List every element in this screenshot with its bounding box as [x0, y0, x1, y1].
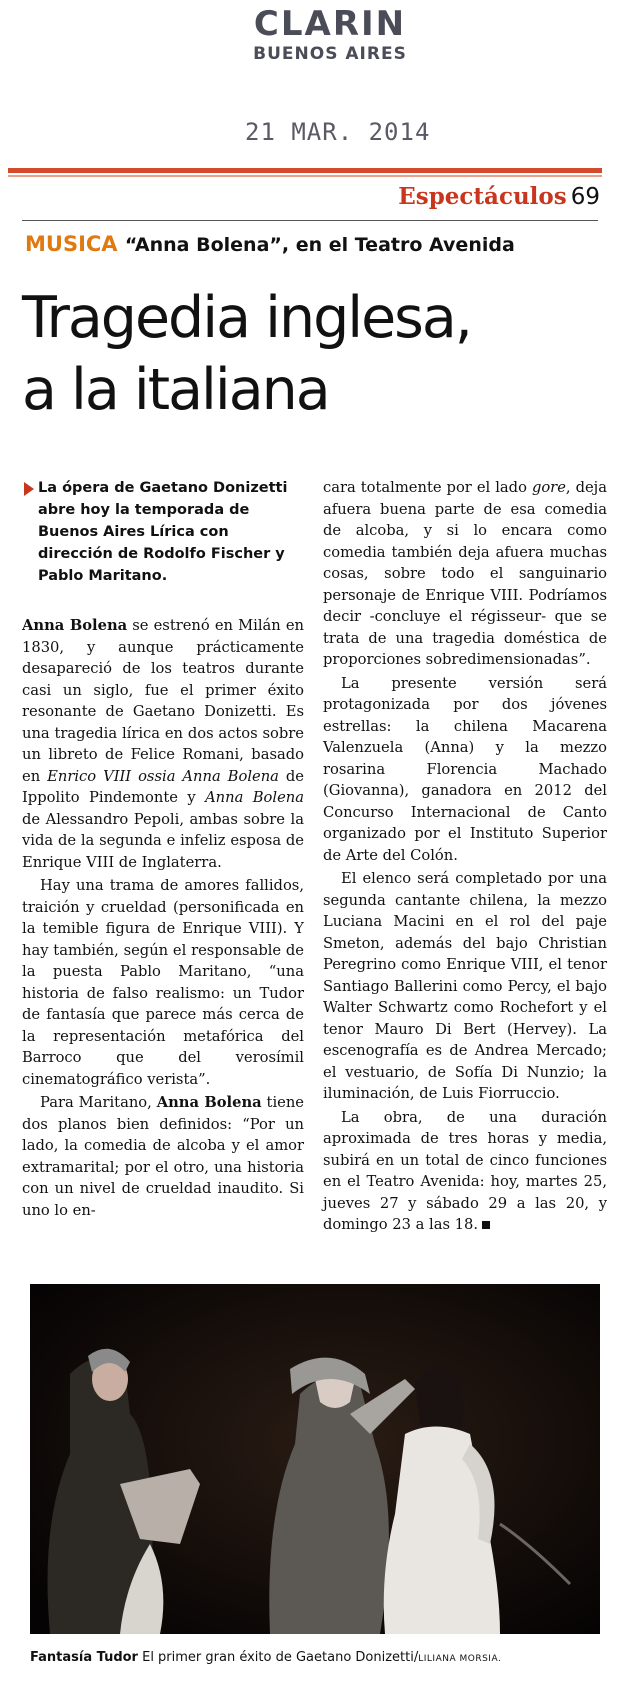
inline-bold: Anna Bolena [156, 1094, 262, 1111]
caption-text: El primer gran éxito de Gaetano Donizetti/ [137, 1650, 419, 1665]
stage-photo-illustration [30, 1284, 600, 1634]
text-run: cara totalmente por el lado [323, 479, 532, 496]
section-header [398, 183, 600, 210]
kicker-tag: MUSICA [25, 232, 118, 256]
top-rule [8, 168, 602, 173]
text-run: , deja afuera buena parte de esa comedia de alcoba, y si lo encara como comedia también deja afuera muchas cosas, sobre todo el sanguinario personaje de Enrique VIII. Podríamos decir -concluye el régisseur- que se trata de una tragedia doméstica de proporciones sobredimensionadas”. [323, 479, 607, 668]
section-name: Espectáculos [398, 183, 567, 210]
headline-line-2: a la italiana [22, 357, 329, 423]
text-run: La obra, de una duración aproximada de tres horas y media, subirá en un total de cinco funciones en el Teatro Avenida: hoy, martes 25, jueves 27 y sábado 29 a las 20, y domingo 23 a las 18. [323, 1108, 607, 1233]
inline-italic: gore [531, 479, 566, 496]
inline-bold: Anna Bolena [22, 617, 128, 634]
kicker [25, 232, 515, 256]
page-number: 69 [570, 184, 600, 210]
text-run: se estrenó en Milán en 1830, y aunque prácticamente desapareció de los teatros durante casi un siglo, fue el primer éxito resonante de Gaetano Donizetti. Es una tragedia lírica en dos actos sobre un libreto de Felice Romani, basado en [22, 617, 304, 785]
text-run: Para Maritano, [40, 1094, 157, 1111]
stage-photo [30, 1284, 600, 1634]
paragraph [22, 615, 304, 873]
section-divider [22, 220, 598, 221]
photo-caption [30, 1650, 501, 1665]
stamp-date: 21 MAR. 2014 [245, 118, 431, 146]
end-mark-icon [482, 1221, 490, 1229]
lede-arrow-icon [24, 482, 34, 496]
stamp-newspaper-name: CLARIN [253, 4, 407, 44]
paragraph: El elenco será completado por una segunda cantante chilena, la mezzo Luciana Macini en el rol del paje Smeton, además del bajo Christian Peregrino como Enrique VIII, el tenor Santiago Ballerini como Percy, el bajo Walter Schwartz como Rochefort y el tenor Mauro Di Bert (Hervey). La escenografía es de Andrea Mercado; el vestuario, de Sofía Di Nunzio; la iluminación, de Luis Fiorruccio. [323, 870, 607, 1102]
text-run: de Alessandro Pepoli, ambas sobre la vida de la segunda e infeliz esposa de Enrique VIII de Inglaterra. [22, 810, 304, 871]
photo-credit: LILIANA MORSIA. [418, 1654, 502, 1664]
caption-label: Fantasía Tudor [30, 1650, 138, 1665]
headline-line-1: Tragedia inglesa, [22, 285, 471, 351]
article-column-left [22, 477, 304, 1221]
inline-italic: Anna Bolena [205, 789, 304, 806]
text-run: tiene dos planos bien definidos: “Por un lado, la comedia de alcoba y el amor extramarital; por el otro, una historia con un nivel de crueldad inaudito. Si uno lo en- [22, 1094, 304, 1219]
stamp-city: BUENOS AIRES [253, 44, 407, 64]
lede-text: La ópera de Gaetano Donizetti abre hoy la temporada de Buenos Aires Lírica con dirección de Rodolfo Fischer y Pablo Maritano. [38, 480, 288, 584]
top-rule-thin [8, 175, 602, 177]
kicker-text: “Anna Bolena”, en el Teatro Avenida [124, 234, 515, 256]
paragraph: Hay una trama de amores fallidos, traición y crueldad (personificada en la temible figura de Enrique VIII). Y hay también, según el responsable de la puesta Pablo Maritano, “una historia de falso realismo: un Tudor de fantasía que parece más cerca de la representación metafórica del Barroco que del verosímil cinematográfico verista”. [22, 877, 304, 1088]
text-run: de Ippolito Pindemonte y [22, 767, 304, 806]
paragraph: La presente versión será protagonizada por dos jóvenes estrellas: la chilena Macarena Valenzuela (Anna) y la mezzo rosarina Florencia Machado (Giovanna), ganadora en 2012 del Concurso Internacional de Canto organizado por el Instituto Superior de Arte del Colón. [323, 674, 607, 864]
lede [22, 477, 304, 587]
paragraph [323, 1107, 607, 1236]
paragraph [323, 477, 607, 671]
inline-italic: Enrico VIII ossia Anna Bolena [47, 767, 279, 785]
headline [22, 282, 612, 426]
article-column-right [323, 477, 607, 1236]
newspaper-stamp [200, 6, 460, 64]
paragraph [22, 1092, 304, 1221]
